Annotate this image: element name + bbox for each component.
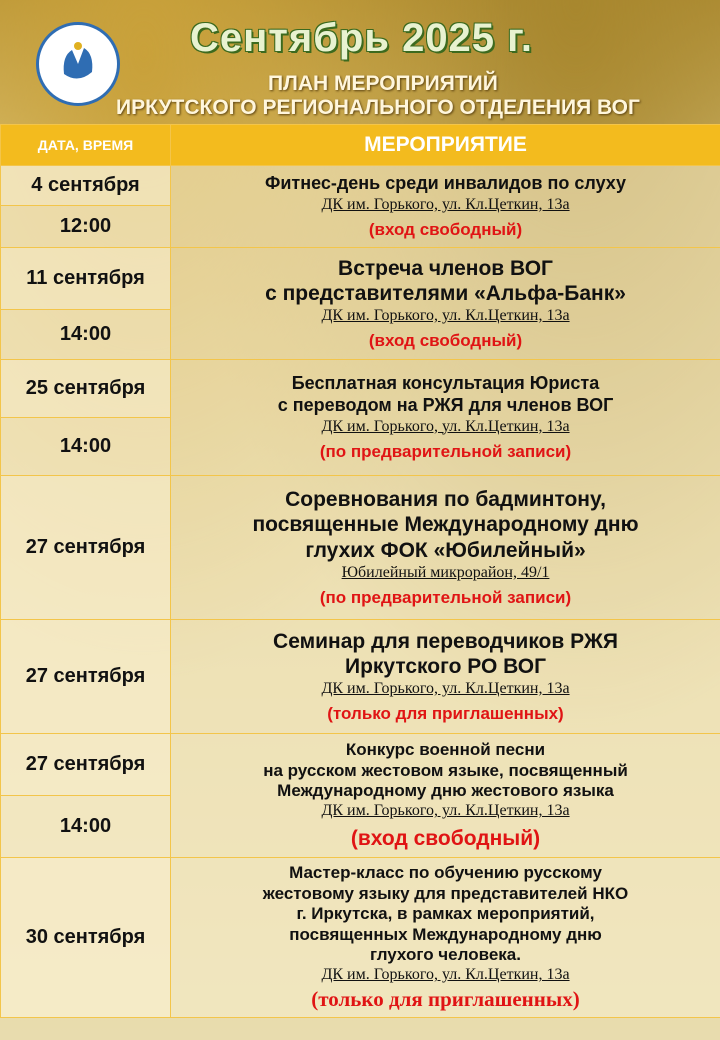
event-title: Мастер-класс по обучению русскому <box>289 863 602 883</box>
event-address: ДК им. Горького, ул. Кл.Цеткин, 13а <box>321 680 570 698</box>
event-title: с представителями «Альфа-Банк» <box>265 281 626 305</box>
table-header-row <box>1 125 720 166</box>
event-access: (вход свободный) <box>368 219 523 239</box>
vog-logo <box>36 22 120 106</box>
event-access: (по предварительной записи) <box>319 441 572 461</box>
event-access: (только для приглашенных) <box>327 704 564 724</box>
table-row <box>1 476 720 620</box>
page-title: Сентябрь 2025 г. <box>190 16 533 60</box>
event-cell <box>171 166 720 248</box>
event-title: Иркутского РО ВОГ <box>344 654 547 678</box>
event-date: 11 сентября <box>1 248 171 310</box>
event-access: (вход свободный) <box>350 826 541 850</box>
event-title: с переводом на РЖЯ для членов ВОГ <box>277 394 614 415</box>
column-header-event: МЕРОПРИЯТИЕ <box>171 125 720 166</box>
event-title: Конкурс военной песни <box>345 740 546 760</box>
event-title: Встреча членов ВОГ <box>338 256 553 280</box>
event-date: 25 сентября <box>1 360 171 418</box>
event-access: (вход свободный) <box>368 331 523 351</box>
event-time: 14:00 <box>1 310 171 360</box>
event-title: Фитнес-день среди инвалидов по слуху <box>264 173 627 194</box>
event-date: 30 сентября <box>1 858 171 1018</box>
table-row <box>1 248 720 310</box>
event-access: (только для приглашенных) <box>311 986 580 1011</box>
table-row <box>1 858 720 1018</box>
event-time: 14:00 <box>1 796 171 858</box>
events-table <box>0 124 720 1018</box>
event-title: Соревнования по бадминтону, <box>285 488 606 512</box>
event-cell <box>171 476 720 620</box>
event-cell <box>171 734 720 858</box>
event-address: ДК им. Горького, ул. Кл.Цеткин, 13а <box>321 307 570 325</box>
event-title: жестовому языку для представителей НКО <box>262 883 629 903</box>
event-cell <box>171 360 720 476</box>
table-row <box>1 620 720 734</box>
table-row <box>1 734 720 796</box>
event-title: посвященные Международному дню <box>252 513 639 537</box>
event-date: 27 сентября <box>1 620 171 734</box>
page-subtitle-line2: ИРКУТСКОГО РЕГИОНАЛЬНОГО ОТДЕЛЕНИЯ ВОГ <box>116 96 640 119</box>
event-title: Семинар для переводчиков РЖЯ <box>273 629 618 653</box>
event-date: 27 сентября <box>1 734 171 796</box>
event-date: 27 сентября <box>1 476 171 620</box>
event-time: 12:00 <box>1 206 171 248</box>
event-address: Юбилейный микрорайон, 49/1 <box>341 563 550 581</box>
event-access: (по предварительной записи) <box>319 587 572 607</box>
event-title: глухого человека. <box>370 944 521 964</box>
column-header-date: ДАТА, ВРЕМЯ <box>1 125 171 166</box>
event-title: Международному дню жестового языка <box>277 781 614 801</box>
page-subtitle-line1: ПЛАН МЕРОПРИЯТИЙ <box>268 72 498 95</box>
table-row <box>1 166 720 206</box>
table-row <box>1 360 720 418</box>
event-title: г. Иркутска, в рамках мероприятий, <box>296 904 595 924</box>
event-time: 14:00 <box>1 418 171 476</box>
event-title: на русском жестовом языке, посвященный <box>263 760 628 780</box>
event-title: Бесплатная консультация Юриста <box>291 373 600 394</box>
event-cell <box>171 858 720 1018</box>
event-cell <box>171 620 720 734</box>
event-address: ДК им. Горького, ул. Кл.Цеткин, 13а <box>321 802 570 820</box>
event-address: ДК им. Горького, ул. Кл.Цеткин, 13а <box>321 417 570 435</box>
event-date: 4 сентября <box>1 166 171 206</box>
page-header <box>0 0 720 124</box>
event-address: ДК им. Горького, ул. Кл.Цеткин, 13а <box>321 966 570 984</box>
event-title: глухих ФОК «Юбилейный» <box>305 538 586 562</box>
event-title: посвященных Международному дню <box>289 924 602 944</box>
event-address: ДК им. Горького, ул. Кл.Цеткин, 13а <box>321 195 570 213</box>
event-cell <box>171 248 720 360</box>
